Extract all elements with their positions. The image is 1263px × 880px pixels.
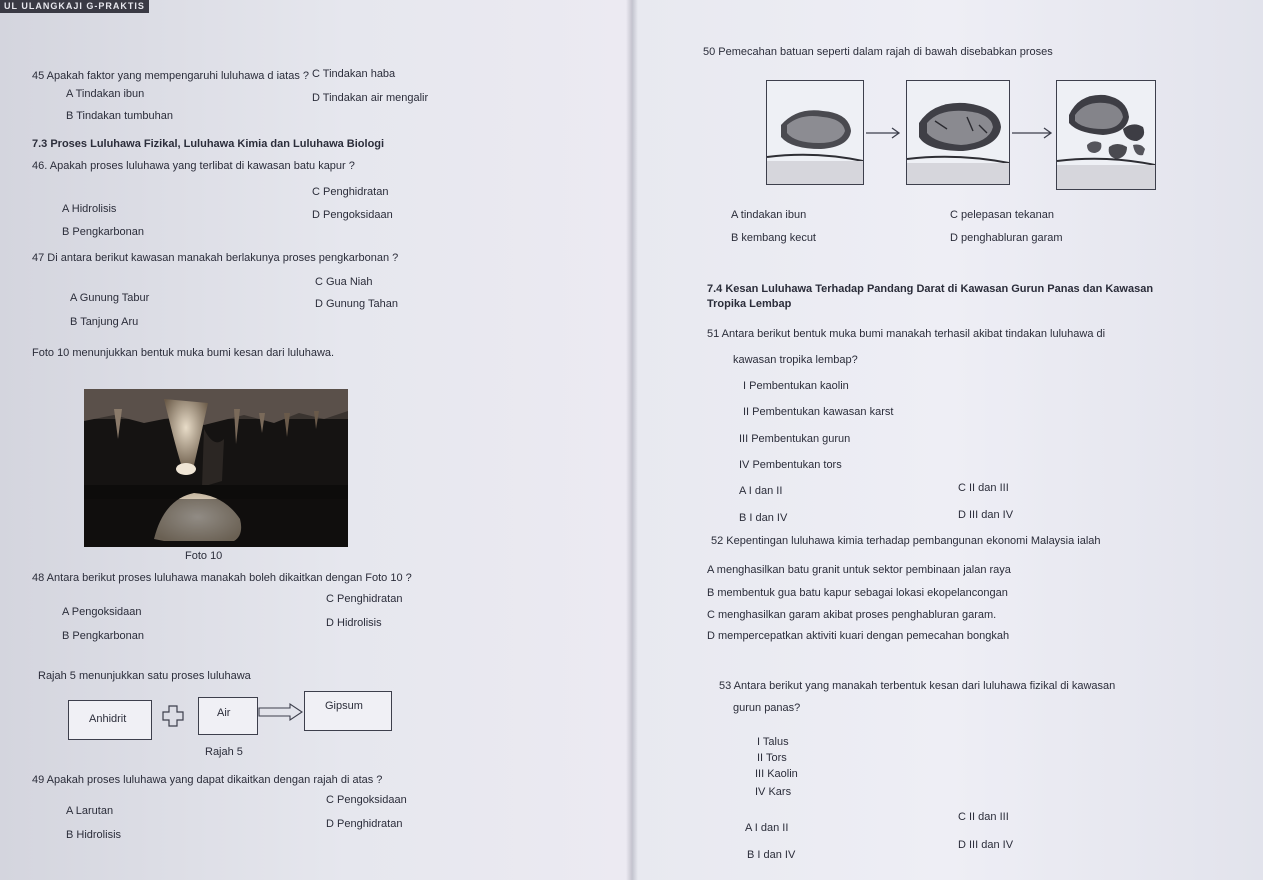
q53-stem-line2: gurun panas? — [733, 702, 801, 714]
q51-stem-line1: 51 Antara berikut bentuk muka bumi manakah terhasil akibat tindakan luluhawa di — [707, 328, 1106, 340]
q50-option-c: C pelepasan tekanan — [950, 209, 1054, 221]
q46-option-a: A Hidrolisis — [62, 203, 117, 215]
foto10-intro: Foto 10 menunjukkan bentuk muka bumi kesan dari luluhawa. — [32, 347, 335, 359]
q49-option-d: D Penghidratan — [326, 818, 403, 830]
q46-option-c: C Penghidratan — [312, 186, 389, 198]
q48-option-c: C Penghidratan — [326, 593, 403, 605]
cave-photo — [84, 389, 348, 547]
q51-item-iii: III Pembentukan gurun — [739, 433, 851, 445]
q46-stem: 46. Apakah proses luluhawa yang terlibat di kawasan batu kapur ? — [32, 160, 355, 172]
rock-stage-2 — [906, 80, 1010, 185]
q49-stem: 49 Apakah proses luluhawa yang dapat dikaitkan dengan rajah di atas ? — [32, 774, 383, 786]
q48-option-a: A Pengoksidaan — [62, 606, 142, 618]
q51-option-a: A I dan II — [739, 485, 783, 497]
q53-option-d: D III dan IV — [958, 839, 1014, 851]
q53-stem-line1: 53 Antara berikut yang manakah terbentuk kesan dari luluhawa fizikal di kawasan — [719, 680, 1116, 692]
plus-icon — [161, 704, 185, 728]
q50-option-a: A tindakan ibun — [731, 209, 807, 221]
q53-item-i: I Talus — [757, 736, 789, 748]
q45-option-b: B Tindakan tumbuhan — [66, 110, 174, 122]
arrow-right-icon — [1012, 126, 1054, 138]
q50-option-d: D penghabluran garam — [950, 232, 1063, 244]
q46-option-b: B Pengkarbonan — [62, 226, 144, 238]
q51-stem-line2: kawasan tropika lembap? — [733, 354, 858, 366]
q45-option-d: D Tindakan air mengalir — [312, 92, 429, 104]
q47-option-a: A Gunung Tabur — [70, 292, 150, 304]
q51-item-ii: II Pembentukan kawasan karst — [743, 406, 894, 418]
q53-item-iii: III Kaolin — [755, 768, 798, 780]
arrow-right-icon — [258, 702, 304, 722]
q52-option-d: D mempercepatkan aktiviti kuari dengan pemecahan bongkah — [707, 630, 1010, 642]
section-7-4-heading-line2: Tropika Lembap — [707, 298, 792, 310]
q53-item-iv: IV Kars — [755, 786, 792, 798]
rock-stage-3 — [1056, 80, 1156, 190]
rajah5-caption: Rajah 5 — [205, 746, 243, 758]
q46-option-d: D Pengoksidaan — [312, 209, 393, 221]
q48-stem: 48 Antara berikut proses luluhawa manakah boleh dikaitkan dengan Foto 10 ? — [32, 572, 412, 584]
q51-option-b: B I dan IV — [739, 512, 788, 524]
q51-item-i: I Pembentukan kaolin — [743, 380, 849, 392]
q47-option-b: B Tanjung Aru — [70, 316, 139, 328]
q49-option-b: B Hidrolisis — [66, 829, 122, 841]
gypsum-label: Gipsum — [325, 700, 363, 712]
anhydrite-label: Anhidrit — [89, 713, 127, 725]
q53-item-ii: II Tors — [757, 752, 787, 764]
q45-option-a: A Tindakan ibun — [66, 88, 145, 100]
page-header: UL ULANGKAJI G-PRAKTIS — [0, 0, 149, 13]
q52-option-c: C menghasilkan garam akibat proses penghabluran garam. — [707, 609, 997, 621]
q49-option-a: A Larutan — [66, 805, 114, 817]
q47-option-d: D Gunung Tahan — [315, 298, 398, 310]
q53-option-b: B I dan IV — [747, 849, 796, 861]
arrow-right-icon — [866, 126, 902, 138]
anhydrite-box — [68, 700, 152, 740]
q50-option-b: B kembang kecut — [731, 232, 816, 244]
q49-option-c: C Pengoksidaan — [326, 794, 407, 806]
q51-option-c: C II dan III — [958, 482, 1009, 494]
q53-option-a: A I dan II — [745, 822, 789, 834]
water-label: Air — [217, 707, 231, 719]
q50-stem: 50 Pemecahan batuan seperti dalam rajah di bawah disebabkan proses — [703, 46, 1053, 58]
rock-stage-1 — [766, 80, 864, 185]
water-box — [198, 697, 258, 735]
q48-option-b: B Pengkarbonan — [62, 630, 144, 642]
q52-option-a: A menghasilkan batu granit untuk sektor pembinaan jalan raya — [707, 564, 1011, 576]
q47-stem: 47 Di antara berikut kawasan manakah berlakunya proses pengkarbonan ? — [32, 252, 399, 264]
q45-option-c: C Tindakan haba — [312, 68, 396, 80]
q51-option-d: D III dan IV — [958, 509, 1014, 521]
q53-option-c: C II dan III — [958, 811, 1009, 823]
foto10-caption: Foto 10 — [185, 550, 223, 562]
section-7-4-heading-line1: 7.4 Kesan Luluhawa Terhadap Pandang Darat di Kawasan Gurun Panas dan Kawasan — [707, 283, 1154, 295]
q52-option-b: B membentuk gua batu kapur sebagai lokasi ekopelancongan — [707, 587, 1008, 599]
rajah5-intro: Rajah 5 menunjukkan satu proses luluhawa — [38, 670, 251, 682]
book-spine — [626, 0, 638, 880]
q47-option-c: C Gua Niah — [315, 276, 373, 288]
q48-option-d: D Hidrolisis — [326, 617, 382, 629]
gypsum-box — [304, 691, 392, 731]
q52-stem: 52 Kepentingan luluhawa kimia terhadap pembangunan ekonomi Malaysia ialah — [711, 535, 1101, 547]
q51-item-iv: IV Pembentukan tors — [739, 459, 842, 471]
section-7-3-heading: 7.3 Proses Luluhawa Fizikal, Luluhawa Kimia dan Luluhawa Biologi — [32, 138, 385, 150]
q45-stem: 45 Apakah faktor yang mempengaruhi luluhawa d iatas ? — [32, 70, 310, 82]
